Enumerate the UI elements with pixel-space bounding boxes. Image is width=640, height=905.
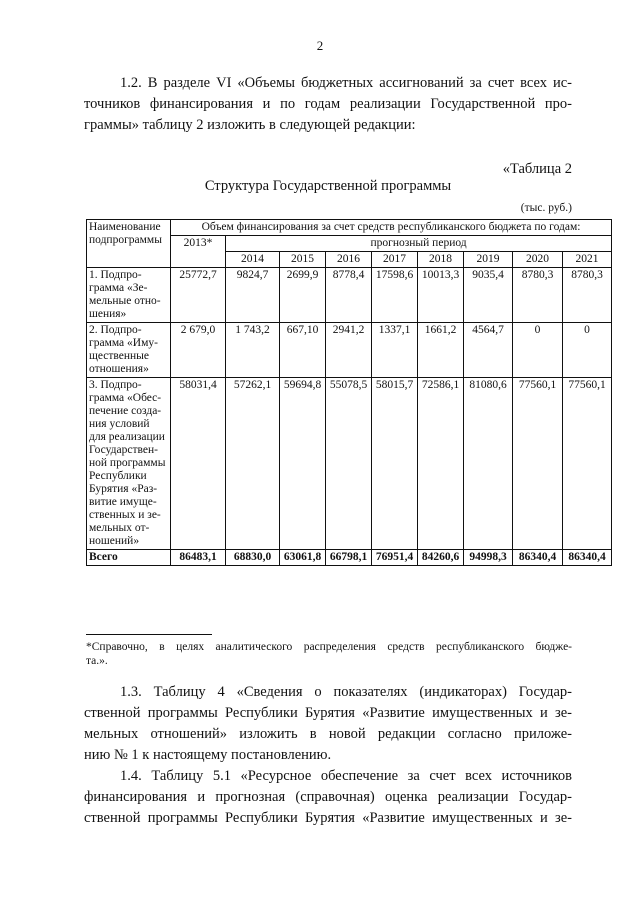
page-number: 2 <box>316 38 324 53</box>
row-name: 2. Подпро-грамма «Иму-щественные отношения» <box>87 323 171 378</box>
header-year: 2018 <box>418 252 464 268</box>
table-header-row <box>87 220 612 236</box>
table-cell: 0 <box>513 323 563 378</box>
total-cell: 84260,6 <box>418 550 464 566</box>
total-cell: 94998,3 <box>464 550 513 566</box>
table-row <box>87 378 612 550</box>
header-year: 2021 <box>563 252 612 268</box>
table-total-row <box>87 550 612 566</box>
table-cell: 2941,2 <box>326 323 372 378</box>
table-cell: 9824,7 <box>226 268 280 323</box>
table-cell: 4564,7 <box>464 323 513 378</box>
table-cell: 58031,4 <box>171 378 226 550</box>
header-year: 2015 <box>280 252 326 268</box>
total-cell: 63061,8 <box>280 550 326 566</box>
paragraph-1-3 <box>84 682 572 766</box>
table-cell: 1 743,2 <box>226 323 280 378</box>
total-label: Всего <box>87 550 171 566</box>
paragraph-line: нию № 1 к настоящему постановлению. <box>84 747 332 763</box>
paragraph-1-4 <box>84 766 572 829</box>
footnote <box>86 640 572 668</box>
footnote-line: *Справочно, в целях аналитического распределения средств республиканского бюдже- <box>86 641 572 653</box>
header-year: 2020 <box>513 252 563 268</box>
table-cell: 72586,1 <box>418 378 464 550</box>
table-cell: 1337,1 <box>372 323 418 378</box>
table-cell: 2699,9 <box>280 268 326 323</box>
paragraph-line: 1.2. В разделе VI «Объемы бюджетных ассигнований за счет всех ис- <box>120 75 572 91</box>
table-row <box>87 268 612 323</box>
header-year: 2014 <box>226 252 280 268</box>
header-year: 2017 <box>372 252 418 268</box>
paragraph-line: ственной программы Республики Бурятия «Развитие имущественных и зе- <box>84 705 572 721</box>
paragraph-line: ственной программы Республики Бурятия «Развитие имущественных и зе- <box>84 810 572 826</box>
header-forecast: прогнозный период <box>226 236 612 252</box>
table-cell: 0 <box>563 323 612 378</box>
table-cell: 77560,1 <box>563 378 612 550</box>
table-cell: 1661,2 <box>418 323 464 378</box>
paragraph-line: 1.4. Таблицу 5.1 «Ресурсное обеспечение за счет всех источников <box>120 768 572 784</box>
row-name: 3. Подпро-грамма «Обес-печение созда-ния условий для реализации Государствен-ной программы Республики Бурятия «Раз-витие имуще-ственных и зе-мельных от-ношений» <box>87 378 171 550</box>
paragraph-1-2 <box>84 73 572 136</box>
table-cell: 8780,3 <box>563 268 612 323</box>
table-cell: 2 679,0 <box>171 323 226 378</box>
footnote-divider <box>86 634 212 635</box>
table-cell: 8778,4 <box>326 268 372 323</box>
units-label: (тыс. руб.) <box>520 202 572 214</box>
table-cell: 57262,1 <box>226 378 280 550</box>
row-name: 1. Подпро-грамма «Зе-мельные отно-шения» <box>87 268 171 323</box>
paragraph-line: 1.3. Таблицу 4 «Сведения о показателях (индикаторах) Государ- <box>120 684 572 700</box>
header-year: 2019 <box>464 252 513 268</box>
table-cell: 25772,7 <box>171 268 226 323</box>
header-year-2013: 2013* <box>171 236 226 268</box>
total-cell: 66798,1 <box>326 550 372 566</box>
footnote-line: та.». <box>86 655 108 667</box>
table-label: «Таблица 2 <box>502 161 572 177</box>
total-cell: 86483,1 <box>171 550 226 566</box>
total-cell: 68830,0 <box>226 550 280 566</box>
table-cell: 59694,8 <box>280 378 326 550</box>
financing-table <box>86 219 612 566</box>
table-cell: 8780,3 <box>513 268 563 323</box>
paragraph-line: финансирования и прогнозная (справочная) оценка реализации Государ- <box>84 789 572 805</box>
paragraph-line: точников финансирования и по годам реализации Государственной про- <box>84 96 572 112</box>
header-name: Наименование подпрограммы <box>87 220 171 268</box>
table-cell: 55078,5 <box>326 378 372 550</box>
total-cell: 86340,4 <box>563 550 612 566</box>
total-cell: 86340,4 <box>513 550 563 566</box>
table-cell: 77560,1 <box>513 378 563 550</box>
table-cell: 81080,6 <box>464 378 513 550</box>
paragraph-line: мельных отношений» изложить в новой редакции согласно приложе- <box>84 726 572 742</box>
paragraph-line: граммы» таблицу 2 изложить в следующей редакции: <box>84 117 416 133</box>
table-cell: 667,10 <box>280 323 326 378</box>
table-cell: 9035,4 <box>464 268 513 323</box>
table-cell: 10013,3 <box>418 268 464 323</box>
table-cell: 17598,6 <box>372 268 418 323</box>
header-volume: Объем финансирования за счет средств республиканского бюджета по годам: <box>171 220 612 236</box>
table-row <box>87 323 612 378</box>
table-title: Структура Государственной программы <box>204 178 452 194</box>
header-year: 2016 <box>326 252 372 268</box>
total-cell: 76951,4 <box>372 550 418 566</box>
table-cell: 58015,7 <box>372 378 418 550</box>
